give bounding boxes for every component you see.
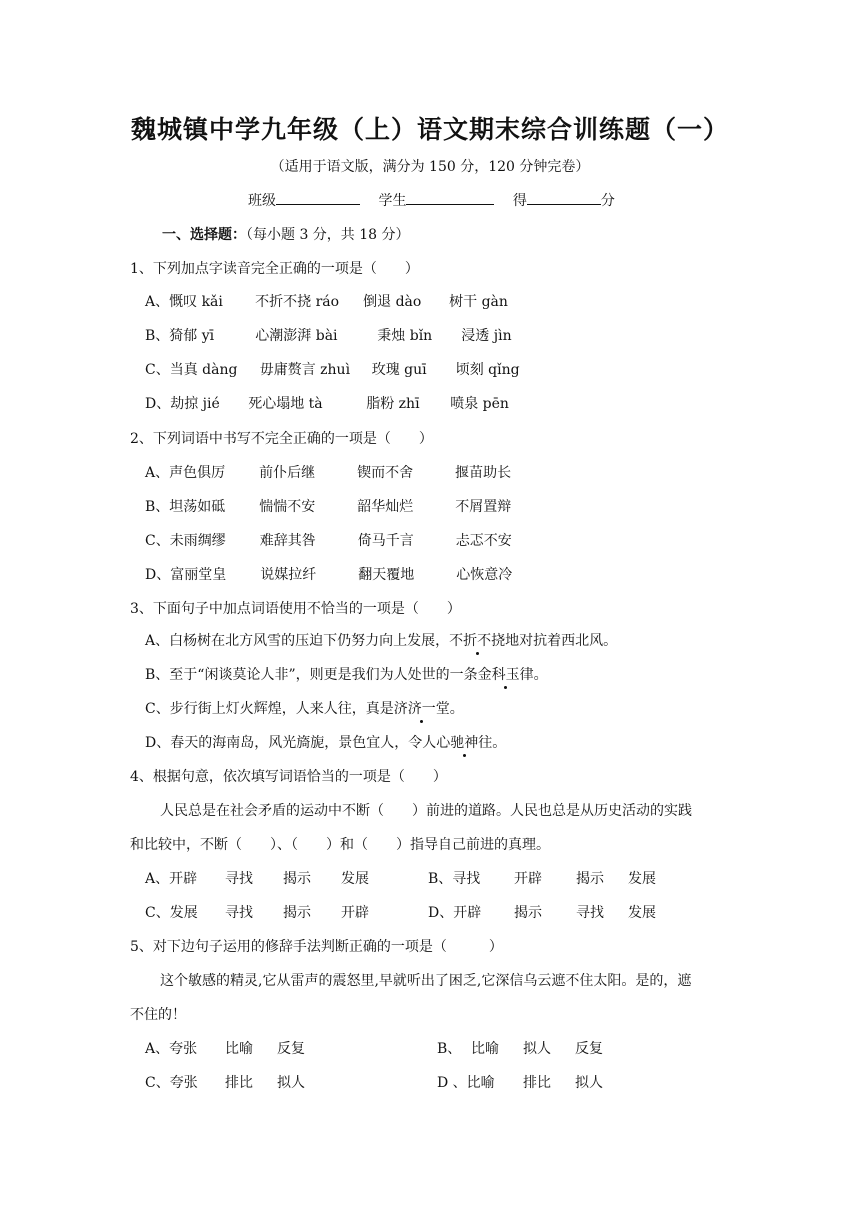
option-item: 锲而不舍 [357,465,414,481]
option-item: C、发展 [145,905,198,921]
option-text: B、至于“闲谈莫论人非”，则更是我们为人处世的一条 [145,667,478,683]
q2-option-b [145,496,511,516]
option-item: 树干 gàn [449,294,508,310]
option-item: 前仆后继 [259,465,316,481]
student-blank[interactable] [406,190,494,205]
option-text: D、春天的海南岛，风光旖旎，景色宜人，令人 [145,735,437,751]
q4-option-d [428,902,656,922]
option-item: 揠苗助长 [455,465,512,481]
option-item: 开辟 [341,905,369,921]
option-item: 比喻 [225,1041,253,1057]
option-item: 发展 [628,905,656,921]
q3-stem: 3、下面句子中加点词语使用不恰当的一项是（ ） [130,601,461,617]
option-item: 秉烛 bǐn [377,328,433,344]
option-item: 惴惴不安 [259,499,316,515]
option-item: 不折不挠 ráo [255,294,340,310]
class-label: 班级 [248,193,276,209]
option-item: 慨叹 kǎi [169,294,223,310]
option-letter: B、 [145,499,170,515]
class-blank[interactable] [276,190,360,205]
option-item: 声色俱厉 [169,465,226,481]
option-item: 顷刻 qǐng [455,362,520,378]
option-item: 富丽堂皇 [170,567,227,583]
q4-option-c [145,902,369,922]
q1-option-b [145,325,512,345]
q1-option-a [145,291,508,311]
option-item: 喷泉 pēn [450,396,509,412]
option-item: 揭示 [514,905,542,921]
option-item: 玫瑰 guī [371,362,427,378]
q5-option-a [145,1038,305,1058]
option-item: 拟人 [277,1075,305,1091]
option-item: 脂粉 zhī [366,396,420,412]
option-item: 猗郁 yī [169,328,215,344]
option-item: 发展 [341,871,369,887]
section-1-note: （每小题 3 分，共 18 分） [246,227,410,243]
option-item: 反复 [277,1041,305,1057]
q2-stem: 2、下列词语中书写不完全正确的一项是（ ） [130,431,433,447]
option-item: 寻找 [225,905,253,921]
option-item: 排比 [225,1075,253,1091]
option-item: 寻找 [225,871,253,887]
q2-option-a [145,462,511,482]
option-item: 倒退 dào [363,294,422,310]
option-item: 坦荡如砥 [169,499,226,515]
option-item: 浸透 jìn [461,328,512,344]
option-text: 。 [492,735,507,751]
option-item: 揭示 [576,871,604,887]
option-item: 拟人 [523,1041,551,1057]
option-text: A、白杨树在北方风雪的压迫下仍努力向上发展， [145,633,450,649]
option-item: B、寻找 [428,871,481,887]
option-item: 难辞其咎 [259,533,316,549]
dotted-word: 不折不挠 [449,630,505,650]
q4-paragraph-cont: 和比较中，不断（ ）、（ ）和（ ）指导自己前进的真理。 [130,837,550,853]
q1-option-d [145,393,509,413]
option-item: 寻找 [576,905,604,921]
option-item: 忐忑不安 [455,533,512,549]
q3-option-b [145,664,548,684]
score-unit: 分 [600,193,615,209]
option-item: 翻天覆地 [358,567,415,583]
section-1-heading [162,224,410,244]
option-text: C、步行街上灯火辉煌，人来人往，真是 [145,701,394,717]
option-text: 。 [533,667,548,683]
page-title: 魏城镇中学九年级（上）语文期末综合训练题（一） [130,115,729,144]
option-item: D 、比喻 [437,1075,495,1091]
q3-option-a [145,630,617,650]
option-item: A、开辟 [145,871,198,887]
option-item: 倚马千言 [357,533,414,549]
option-item: 拟人 [575,1075,603,1091]
option-letter: B、 [437,1041,462,1057]
q5-paragraph-cont: 不住的！ [130,1007,186,1023]
option-letter: B、 [145,328,170,344]
q5-option-d [437,1072,603,1092]
option-item: 说媒拉纤 [260,567,317,583]
option-item: 当真 dàng [169,362,238,378]
option-item: A、夸张 [145,1041,198,1057]
option-text: 。 [449,701,464,717]
page-subtitle: （适用于语文版，满分为 150 分，120 分钟完卷） [270,159,590,175]
dotted-word: 心驰神往 [436,732,492,752]
q1-stem: 1、下列加点字读音完全正确的一项是（ ） [130,261,419,277]
score-blank[interactable] [527,190,601,205]
option-item: 未雨绸缪 [169,533,226,549]
q5-paragraph: 这个敏感的精灵,它从雷声的震怒里,早就听出了困乏,它深信乌云遮不住太阳。是的，遮 [160,973,692,989]
q4-paragraph: 人民总是在社会矛盾的运动中不断（ ）前进的道路。人民也总是从历史活动的实践 [160,803,692,819]
dotted-word: 济济一堂 [394,698,450,718]
q2-option-c [145,530,512,550]
q4-stem: 4、根据句意，依次填写词语恰当的一项是（ ） [130,769,447,785]
option-item: 比喻 [471,1041,499,1057]
section-1-title: 一、选择题： [162,227,246,243]
option-letter: A、 [145,294,170,310]
option-item: 心潮澎湃 bài [255,328,338,344]
option-letter: C、 [145,362,170,378]
option-item: D、开辟 [428,905,482,921]
q3-option-c [145,698,464,718]
option-item: 毋庸赘言 zhuì [259,362,351,378]
student-label: 学生 [378,193,407,209]
option-item: 揭示 [283,871,311,887]
option-item: 反复 [575,1041,603,1057]
option-item: C、夸张 [145,1075,198,1091]
student-info-line [248,190,615,210]
option-item: 发展 [628,871,656,887]
option-letter: C、 [145,533,170,549]
q5-option-c [145,1072,305,1092]
q5-option-b [437,1038,603,1058]
option-item: 不屑置辩 [455,499,512,515]
option-item: 劫掠 jié [170,396,220,412]
option-item: 死心塌地 tà [248,396,323,412]
option-item: 心恢意冷 [456,567,513,583]
option-letter: A、 [145,465,170,481]
q5-stem: 5、对下边句子运用的修辞手法判断正确的一项是（ ） [130,939,503,955]
option-text: 地对抗着西北风。 [505,633,618,649]
q3-option-d [145,732,506,752]
dotted-word: 金科玉律 [478,664,534,684]
option-item: 揭示 [283,905,311,921]
option-letter: D、 [145,396,171,412]
q4-option-a [145,868,369,888]
score-label: 得 [512,193,527,209]
option-item: 韶华灿烂 [357,499,414,515]
option-letter: D、 [145,567,171,583]
q1-option-c [145,359,520,379]
q2-option-d [145,564,512,584]
option-item: 开辟 [514,871,542,887]
option-item: 排比 [523,1075,551,1091]
q4-option-b [428,868,656,888]
